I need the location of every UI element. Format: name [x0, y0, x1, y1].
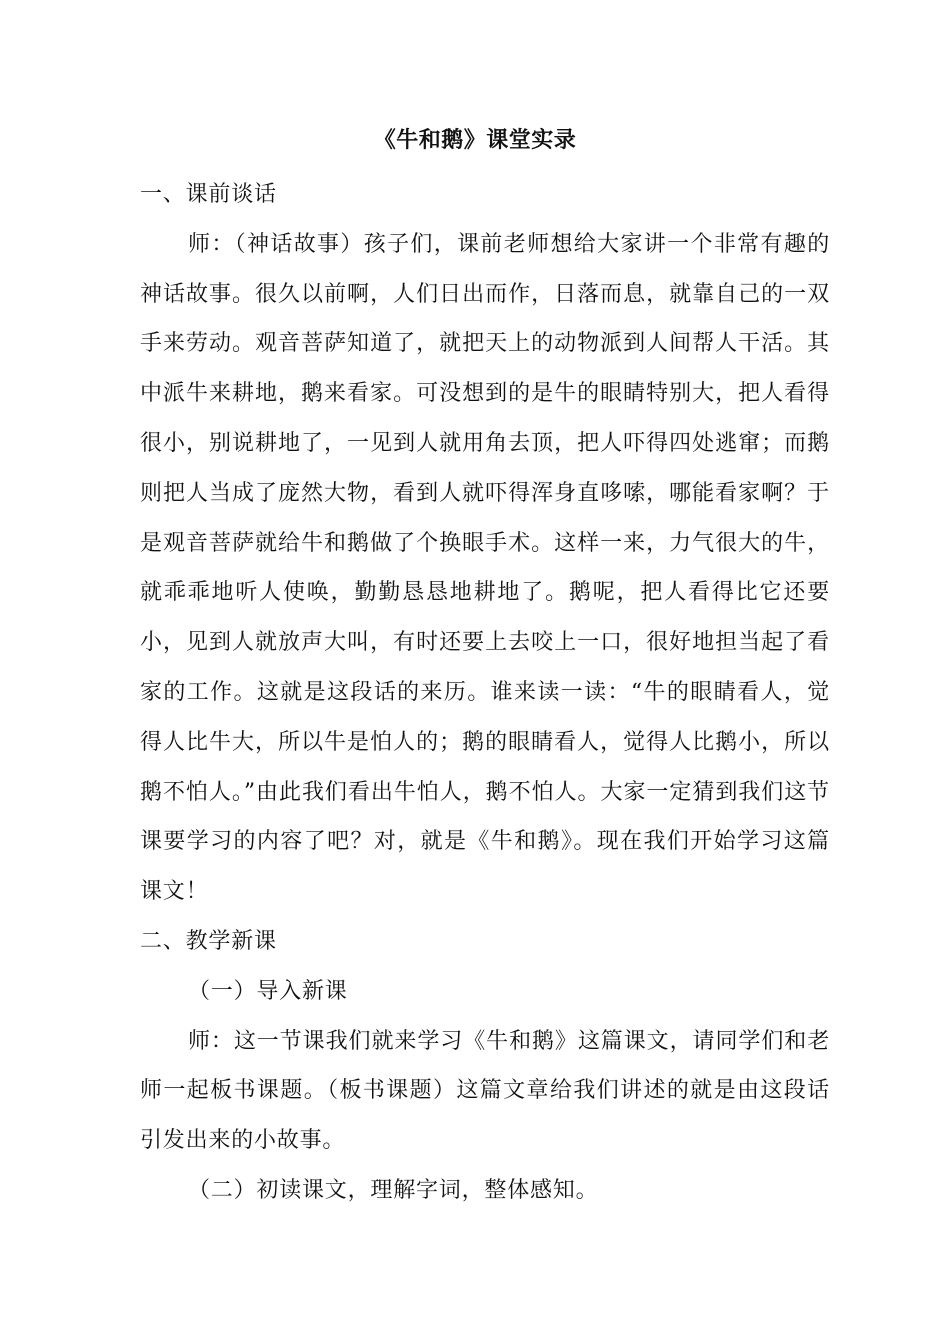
subheading-first-reading: （二）初读课文，理解字词，整体感知。	[188, 1177, 599, 1203]
section-heading-pre-class-talk: 一、课前谈话	[140, 182, 277, 207]
paragraph-myth-story: 师：（神话故事）孩子们，课前老师想给大家讲一个非常有趣的神话故事。很久以前啊，人们日出而作，日落而息，就靠自己的一双手来劳动。观音菩萨知道了，就把天上的动物派到人间帮人干活。其中派牛来耕地，鹅来看家。可没想到的是牛的眼睛特别大，把人看得很小，别说耕地了，一见到人就用角去顶，把人吓得四处逃窜；而鹅则把人当成了庞然大物，看到人就吓得浑身直哆嗦，哪能看家啊？于是观音菩萨就给牛和鹅做了个换眼手术。这样一来，力气很大的牛，就乖乖地听人使唤，勤勤恳恳地耕地了。鹅呢，把人看得比它还要小，见到人就放声大叫，有时还要上去咬上一口，很好地担当起了看家的工作。这就是这段话的来历。谁来读一读：“牛的眼睛看人，觉得人比牛大，所以牛是怕人的；鹅的眼睛看人，觉得人比鹅小，所以鹅不怕人。”由此我们看出牛怕人，鹅不怕人。大家一定猜到我们这节课要学习的内容了吧？对，就是《牛和鹅》。现在我们开始学习这篇课文！	[140, 231, 830, 905]
section-heading-new-lesson: 二、教学新课	[140, 928, 277, 954]
subheading-introduce-lesson: （一）导入新课	[188, 978, 348, 1004]
document-body	[140, 170, 830, 1216]
paragraph-introduce-lesson: 师：这一节课我们就来学习《牛和鹅》这篇课文，请同学们和老师一起板书课题。（板书课题）这篇文章给我们讲述的就是由这段话引发出来的小故事。	[140, 1028, 830, 1154]
document-title: 《牛和鹅》课堂实录	[373, 127, 577, 153]
